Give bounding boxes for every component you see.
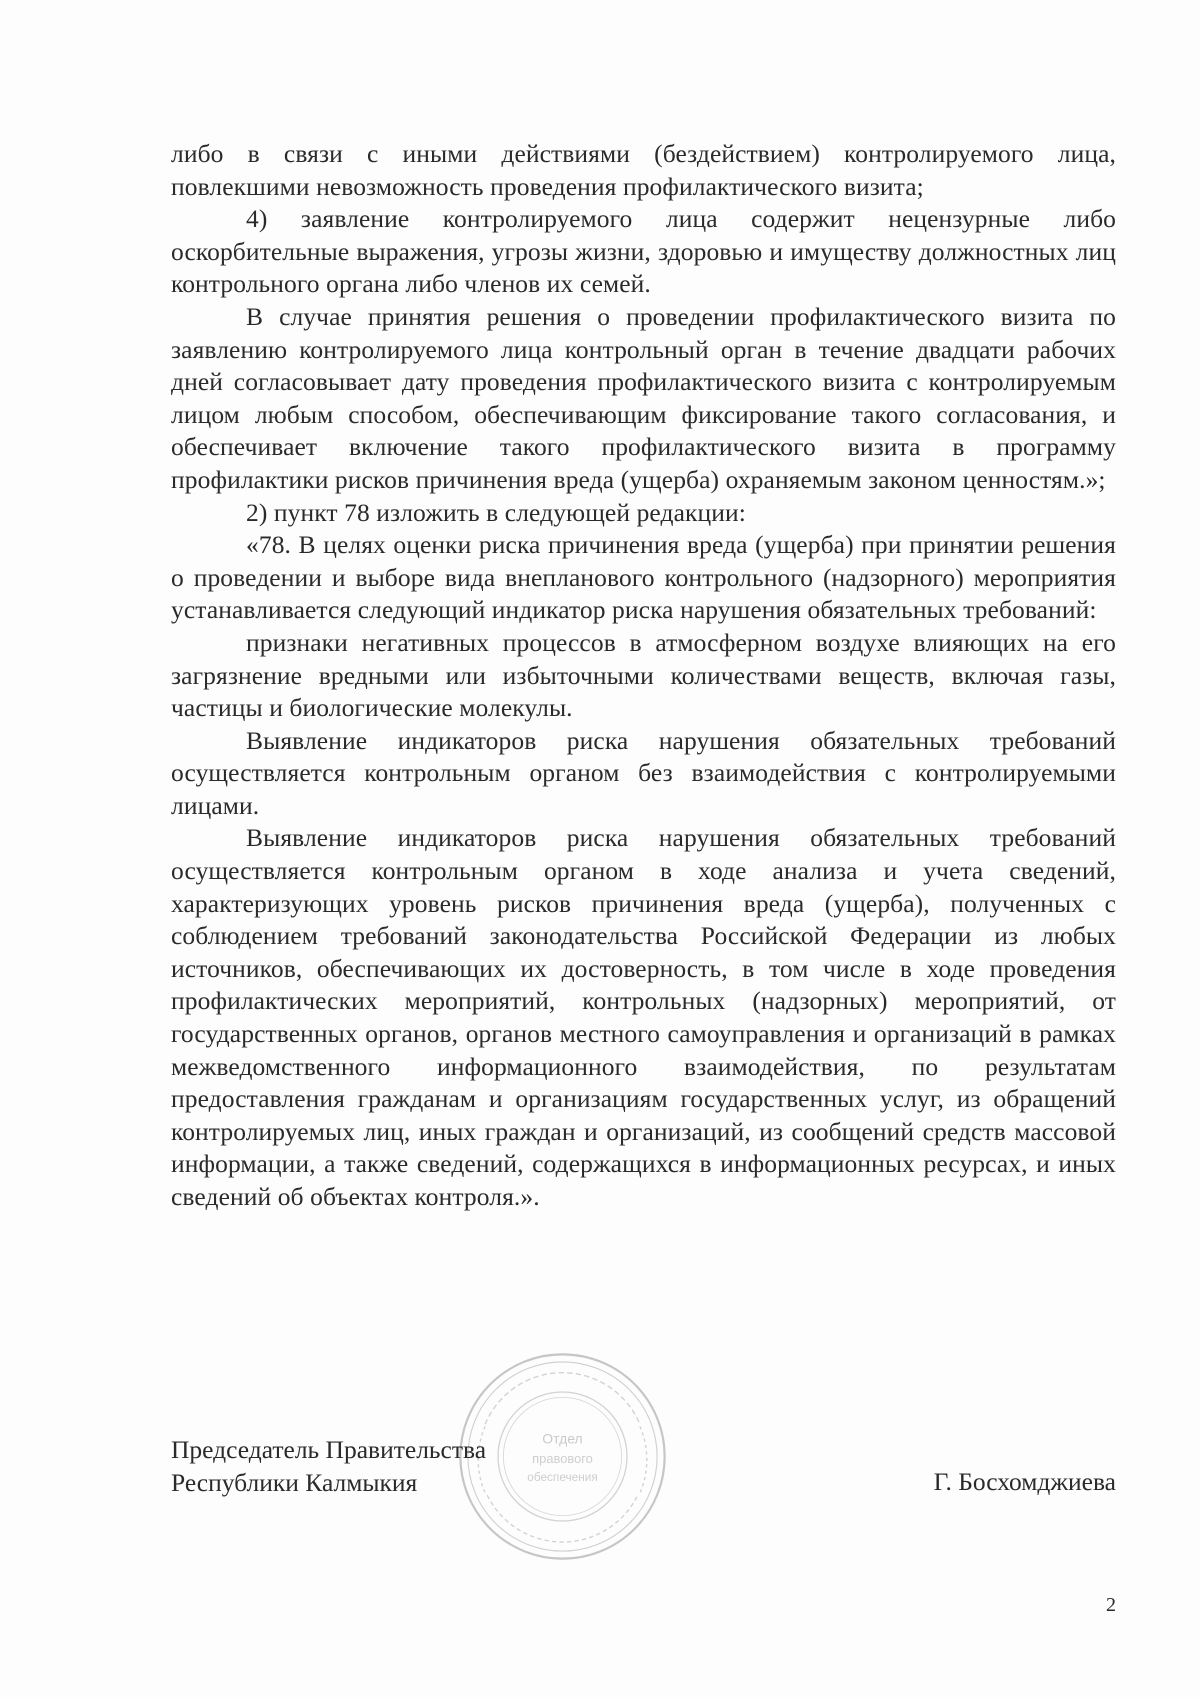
- paragraph-3: В случае принятия решения о проведении профилактического визита по заявлению контролируемого лица контрольный орган в течение двадцати рабочих дней согласовывает дату проведения профилактического визита с контролируемым лицом любым способом, обеспечивающим фиксирование такого согласования, и обеспечивает включение такого профилактического визита в программу профилактики рисков причинения вреда (ущерба) охраняемым законом ценностям.»;: [171, 301, 1116, 494]
- paragraph-2: 4) заявление контролируемого лица содержит нецензурные либо оскорбительные выражения, угрозы жизни, здоровью и имуществу должностных лиц контрольного органа либо членов их семей.: [171, 204, 1116, 299]
- document-body: [171, 138, 1116, 1214]
- stamp-text-line3: обеспечения: [527, 1470, 598, 1485]
- paragraph-4: 2) пункт 78 изложить в следующей редакции:: [246, 497, 746, 527]
- paragraph-7: Выявление индикаторов риска нарушения обязательных требований осуществляется контрольным органом без взаимодействия с контролируемыми лицами.: [171, 725, 1116, 820]
- stamp-text-line1: Отдел: [542, 1430, 583, 1447]
- paragraph-6: признаки негативных процессов в атмосферном воздухе влияющих на его загрязнение вредными или избыточными количествами веществ, включая газы, частицы и биологические молекулы.: [171, 627, 1116, 723]
- signature-name: Г. Босхомджиева: [933, 1467, 1116, 1496]
- signature-position-line1: Председатель Правительства: [171, 1435, 487, 1464]
- paragraph-5: «78. В целях оценки риска причинения вреда (ущерба) при принятии решения о проведении и выборе вида внепланового контрольного (надзорного) мероприятия устанавливается следующий индикатор риска нарушения обязательных требований:: [171, 530, 1116, 625]
- paragraph-8: Выявление индикаторов риска нарушения обязательных требований осуществляется контрольным органом в ходе анализа и учета сведений, характеризующих уровень рисков причинения вреда (ущерба), полученных с соблюдением требований законодательства Российской Федерации из любых источников, обеспечивающих их достоверность, в том числе в ходе проведения профилактических мероприятий, контрольных (надзорных) мероприятий, от государственных органов, органов местного самоуправления и организаций в рамках межведомственного информационного взаимодействия, по результатам предоставления гражданам и организациям государственных услуг, из обращений контролируемых лиц, иных граждан и организаций, из сообщений средств массовой информации, а также сведений, содержащихся в информационных ресурсах, и иных сведений об объектах контроля.».: [171, 823, 1116, 1211]
- stamp-text-line2: правового: [532, 1450, 593, 1466]
- paragraph-1: либо в связи с иными действиями (бездействием) контролируемого лица, повлекшими невозможность проведения профилактического визита;: [171, 139, 1116, 201]
- signature-position-line2: Республики Калмыкия: [171, 1467, 418, 1497]
- signature-position: [171, 1434, 591, 1499]
- page-number: 2: [1106, 1594, 1116, 1616]
